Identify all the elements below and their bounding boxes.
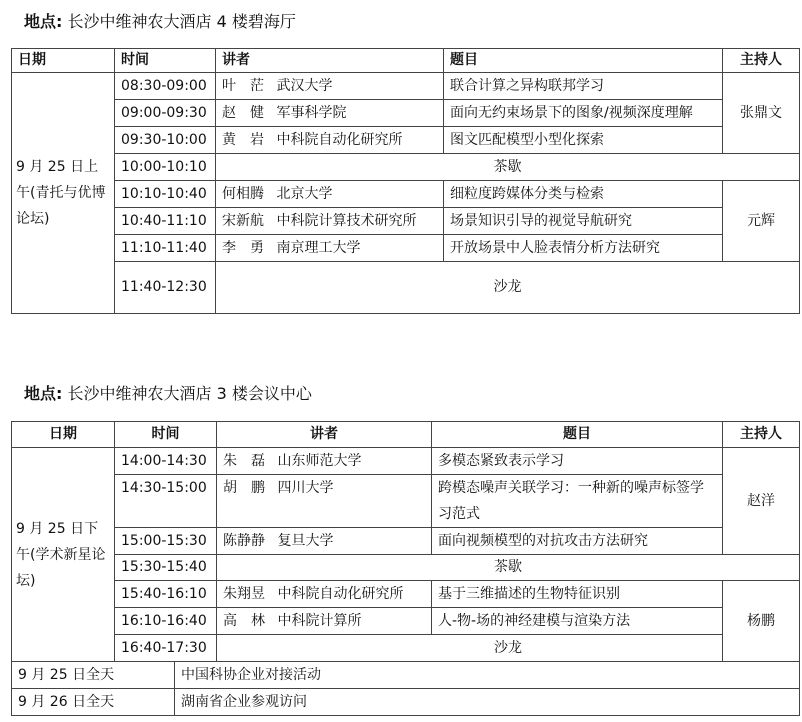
row-topic: 多模态紧致表示学习 [432,448,723,475]
speaker-name: 何相腾 [222,185,264,202]
row-topic: 联合计算之异构联邦学习 [444,73,723,100]
row-topic: 面向视频模型的对抗攻击方法研究 [432,528,723,555]
speaker-name: 朱 磊 [223,452,265,469]
header-speaker: 讲者 [217,422,432,448]
session-date: 9 月 25 日上午(青托与优博论坛) [12,73,115,314]
row-time: 14:00-14:30 [115,448,217,475]
table-row-break [12,154,800,181]
schedule-table-afternoon [11,421,800,716]
row-speaker [217,608,432,635]
row-topic: 基于三维描述的生物特征识别 [432,581,723,608]
row-time: 10:40-11:10 [115,208,216,235]
row-speaker [217,528,432,555]
row-time: 15:30-15:40 [115,555,217,581]
header-time: 时间 [115,422,217,448]
row-time: 16:40-17:30 [115,635,217,662]
row-topic: 开放场景中人脸表情分析方法研究 [444,235,723,262]
host-cell: 杨鹏 [723,581,800,662]
row-time: 09:30-10:00 [115,127,216,154]
table-row-break [12,555,800,581]
venue-label: 地点: [24,12,63,31]
table-row-extra [12,662,800,689]
host-cell: 张鼎文 [723,73,800,154]
row-time: 11:10-11:40 [115,235,216,262]
table-row [12,127,800,154]
venue-text: 长沙中维神农大酒店 4 楼碧海厅 [67,12,296,31]
row-time: 08:30-09:00 [115,73,216,100]
table-row [12,100,800,127]
extra-date: 9 月 25 日全天 [12,662,175,689]
table-row-extra [12,689,800,716]
header-date: 日期 [12,49,115,73]
speaker-name: 陈静静 [223,532,265,549]
row-speaker [217,448,432,475]
salon-cell: 沙龙 [216,262,800,314]
row-time: 16:10-16:40 [115,608,217,635]
row-speaker [216,235,444,262]
row-time: 14:30-15:00 [115,475,217,528]
table-row-salon [12,635,800,662]
row-speaker [217,581,432,608]
row-speaker [217,475,432,528]
speaker-org: 中科院计算技术研究所 [276,212,417,229]
row-speaker [216,73,444,100]
speaker-org: 军事科学院 [276,104,347,121]
row-time: 15:00-15:30 [115,528,217,555]
table-row [12,235,800,262]
speaker-org: 南京理工大学 [276,239,361,256]
break-cell: 茶歇 [217,555,800,581]
session-date: 9 月 25 日下午(学术新星论坛) [12,448,115,662]
header-host: 主持人 [723,422,800,448]
host-cell: 元辉 [723,181,800,262]
speaker-org: 复旦大学 [277,532,334,549]
table-row [12,448,800,475]
speaker-org: 四川大学 [277,480,334,496]
speaker-name: 胡 鹏 [223,480,265,496]
header-time: 时间 [115,49,216,73]
table-row [12,608,800,635]
extra-event: 中国科协企业对接活动 [175,662,800,689]
extra-date: 9 月 26 日全天 [12,689,175,716]
row-time: 15:40-16:10 [115,581,217,608]
header-host: 主持人 [723,49,800,73]
row-topic: 人-物-场的神经建模与渲染方法 [432,608,723,635]
row-speaker [216,127,444,154]
header-row [12,49,800,73]
table-row [12,208,800,235]
table-row [12,181,800,208]
header-row [12,422,800,448]
row-speaker [216,181,444,208]
speaker-name: 高 林 [223,612,265,629]
row-topic: 场景知识引导的视觉导航研究 [444,208,723,235]
table-row [12,528,800,555]
row-speaker [216,100,444,127]
header-date: 日期 [12,422,115,448]
row-speaker [216,208,444,235]
speaker-name: 朱翔昱 [223,585,265,602]
table-row [12,475,800,528]
row-time: 09:00-09:30 [115,100,216,127]
salon-cell: 沙龙 [217,635,800,662]
row-time: 11:40-12:30 [115,262,216,314]
speaker-org: 中科院自动化研究所 [277,585,404,602]
speaker-org: 中科院自动化研究所 [276,131,403,148]
speaker-org: 北京大学 [276,185,333,202]
table-row [12,581,800,608]
row-time: 10:10-10:40 [115,181,216,208]
header-topic: 题目 [432,422,723,448]
header-speaker: 讲者 [216,49,444,73]
header-topic: 题目 [444,49,723,73]
row-topic: 跨模态噪声关联学习：一种新的噪声标签学习范式 [432,475,723,528]
host-cell: 赵洋 [723,448,800,555]
speaker-name: 李 勇 [222,239,264,256]
venue-heading-1 [24,12,296,32]
venue-heading-2 [24,384,312,404]
row-topic: 面向无约束场景下的图象/视频深度理解 [444,100,723,127]
speaker-org: 中科院计算所 [277,612,362,629]
venue-text: 长沙中维神农大酒店 3 楼会议中心 [67,384,312,403]
speaker-org: 山东师范大学 [277,452,362,469]
break-cell: 茶歇 [216,154,800,181]
table-row [12,73,800,100]
speaker-name: 黄 岩 [222,131,264,148]
speaker-name: 宋新航 [222,212,264,229]
row-topic: 细粒度跨媒体分类与检索 [444,181,723,208]
extra-event: 湖南省企业参观访问 [175,689,800,716]
venue-label: 地点: [24,384,63,403]
speaker-name: 叶 茫 [222,77,264,94]
speaker-name: 赵 健 [222,104,264,121]
row-time: 10:00-10:10 [115,154,216,181]
speaker-org: 武汉大学 [276,77,333,94]
schedule-table-morning [11,48,800,314]
row-topic: 图文匹配模型小型化探索 [444,127,723,154]
table-row-salon [12,262,800,314]
